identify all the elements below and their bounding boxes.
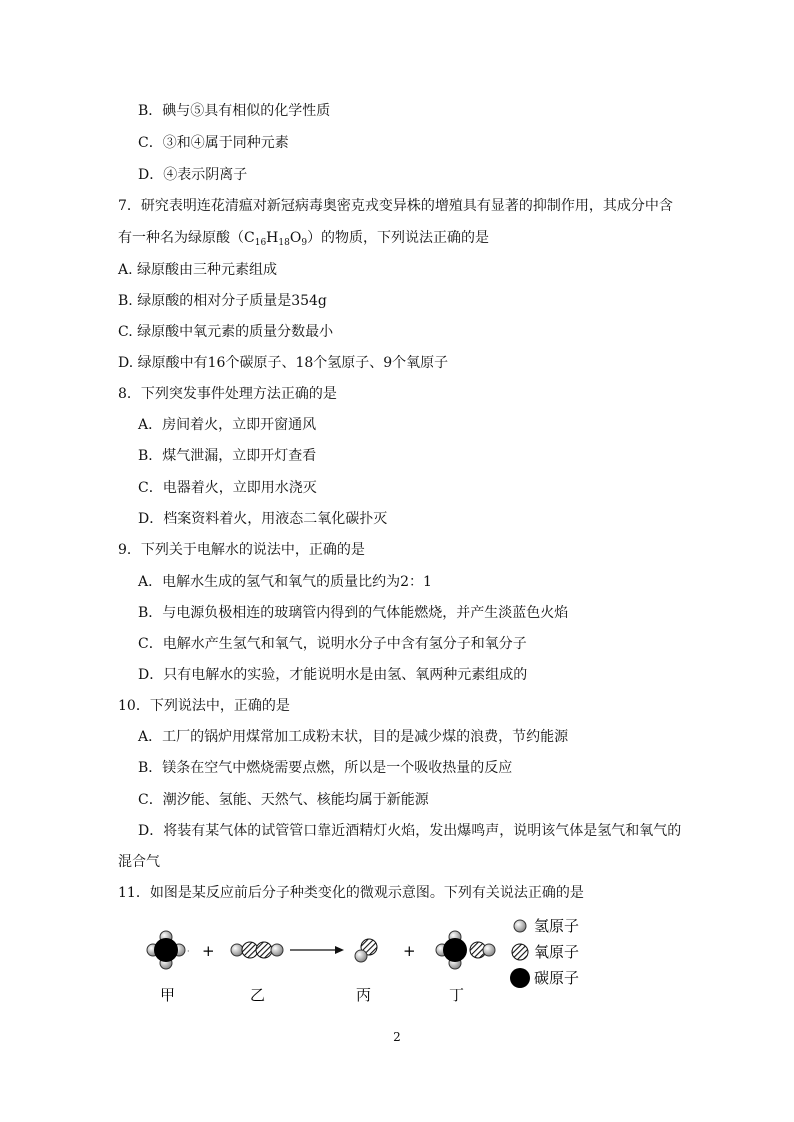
q10-stem: 10．下列说法中，正确的是 xyxy=(118,698,290,714)
q9-option-b: B．与电源负极相连的玻璃管内得到的气体能燃烧，并产生淡蓝色火焰 xyxy=(138,605,569,621)
q6-option-c: C．③和④属于同种元素 xyxy=(138,135,289,151)
q10-option-a: A．工厂的锅炉用煤常加工成粉末状，目的是减少煤的浪费，节约能源 xyxy=(138,729,569,745)
q11-stem: 11．如图是某反应前后分子种类变化的微观示意图。下列有关说法正确的是 xyxy=(118,885,584,901)
molecule-ding xyxy=(436,931,495,969)
label-bing: 丙 xyxy=(356,986,372,1004)
molecule-jia xyxy=(147,931,185,969)
q8-option-a: A．房间着火，立即开窗通风 xyxy=(138,417,317,433)
reaction-arrow xyxy=(290,946,344,954)
legend-hydrogen-icon xyxy=(514,920,526,932)
q10-option-b: B．镁条在空气中燃烧需要点燃，所以是一个吸收热量的反应 xyxy=(138,760,513,776)
q10-option-c: C．潮汐能、氢能、天然气、核能均属于新能源 xyxy=(138,792,429,808)
legend-oxygen-label: 氧原子 xyxy=(534,943,580,961)
q10-option-d-line2: 混合气 xyxy=(118,854,160,870)
q8-option-b: B．煤气泄漏，立即开灯查看 xyxy=(138,448,317,464)
q8-option-d: D．档案资料着火，用液态二氧化碳扑灭 xyxy=(138,511,388,527)
reaction-figure xyxy=(140,912,600,1012)
q10-option-d-line1: D．将装有某气体的试管管口靠近酒精灯火焰，发出爆鸣声，说明该气体是氢气和氧气的 xyxy=(138,823,682,839)
q8-option-c: C．电器着火，立即用水浇灭 xyxy=(138,480,317,496)
q7-option-c: C. 绿原酸中氧元素的质量分数最小 xyxy=(118,324,334,340)
q6-option-b: B．碘与⑤具有相似的化学性质 xyxy=(138,103,331,119)
q8-stem: 8．下列突发事件处理方法正确的是 xyxy=(118,386,337,402)
label-ding: 丁 xyxy=(449,986,465,1004)
legend-oxygen-icon xyxy=(512,944,528,960)
label-jia: 甲 xyxy=(160,986,176,1004)
q9-option-a: A．电解水生成的氢气和氧气的质量比约为2：1 xyxy=(138,574,432,590)
legend-hydrogen-label: 氢原子 xyxy=(534,917,580,935)
page-number: 2 xyxy=(393,1030,401,1044)
plus-sign-1: + xyxy=(202,942,215,960)
legend-carbon-icon xyxy=(510,968,530,988)
label-yi: 乙 xyxy=(250,986,266,1004)
q9-option-c: C．电解水产生氢气和氧气，说明水分子中含有氢分子和氧分子 xyxy=(138,636,527,652)
svg-text:·: · xyxy=(187,947,190,956)
plus-sign-2: + xyxy=(403,942,416,960)
molecule-bing xyxy=(355,939,377,962)
q7-stem-line2: 有一种名为绿原酸$(C_{16}H_{18}O_9)$的物质，下列说法正确的是 xyxy=(118,230,490,248)
q9-stem: 9．下列关于电解水的说法中，正确的是 xyxy=(118,542,365,558)
legend-carbon-label: 碳原子 xyxy=(534,969,580,987)
molecule-yi xyxy=(231,942,283,958)
legend xyxy=(510,917,579,988)
q7-option-b: B. 绿原酸的相对分子质量是354g xyxy=(118,293,327,309)
q7-option-a: A. 绿原酸由三种元素组成 xyxy=(118,262,278,278)
q6-option-d: D．④表示阴离子 xyxy=(138,167,248,183)
q7-stem-line1: 7．研究表明连花清瘟对新冠病毒奥密克戎变异株的增殖具有显著的抑制作用，其成分中含 xyxy=(118,198,673,214)
q9-option-d: D．只有电解水的实验，才能说明水是由氢、氧两种元素组成的 xyxy=(138,667,528,683)
q7-option-d: D. 绿原酸中有16个碳原子、18个氢原子、9个氧原子 xyxy=(118,355,449,371)
